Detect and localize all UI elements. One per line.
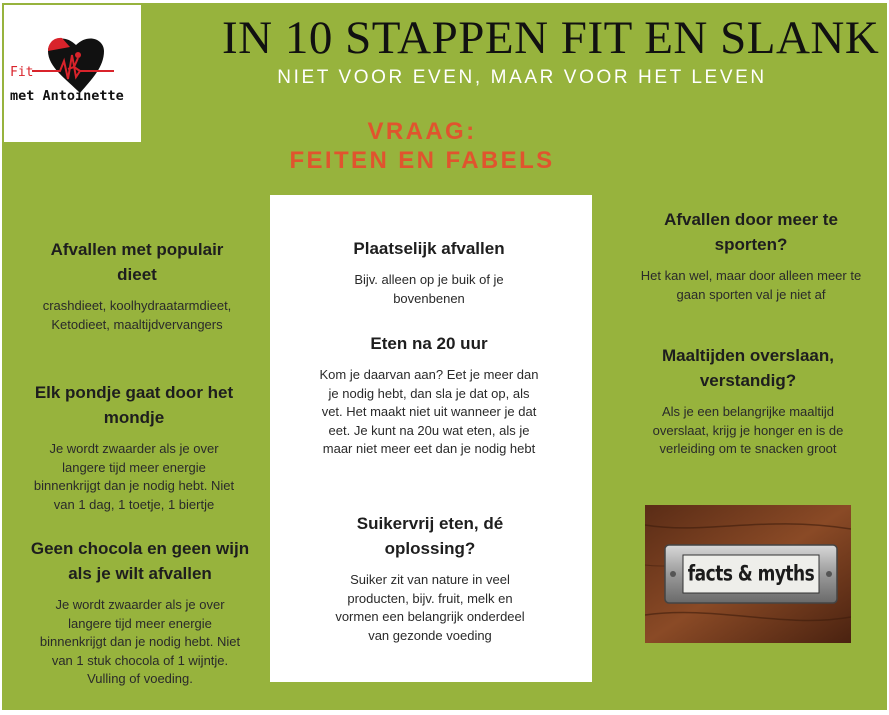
right-block-1-text: Het kan wel, maar door alleen meer te gaan sporten val je niet af (640, 268, 862, 302)
center-block-2-heading: Eten na 20 uur (370, 334, 488, 353)
right-block-1 (640, 207, 862, 304)
left-block-2-heading: Elk pondje gaat door het mondje (34, 383, 234, 427)
question-line-1: VRAAG: (367, 118, 477, 145)
left-block-2 (14, 380, 254, 514)
center-block-3 (332, 511, 528, 645)
left-block-1 (22, 237, 252, 334)
center-block-1-heading: Plaatselijk afvallen (353, 239, 505, 258)
center-block-3-text: Suiker zit van nature in veel producten, bijv. fruit, melk en vormen een belangrijk onderdeel van gezonde voeding (335, 572, 525, 643)
center-block-2 (318, 331, 540, 459)
logo-text-name: met Antoinette (10, 88, 124, 104)
question-heading (267, 117, 577, 175)
page-subtitle: NIET VOOR EVEN, MAAR VOOR HET LEVEN (277, 67, 767, 88)
infographic-page (2, 3, 887, 710)
left-block-3-text: Je wordt zwaarder als je over langere tijd meer energie binnenkrijgt dan je nodig hebt. Niet van 1 stuk chocola of 1 wijntje. Vulling of voeding. (39, 597, 241, 686)
question-line-2: FEITEN EN FABELS (289, 147, 555, 174)
right-block-2-heading: Maaltijden overslaan, verstandig? (662, 346, 834, 390)
right-block-2-text: Als je een belangrijke maaltijd overslaat, krijg je honger en is de verleiding om te snacken groot (652, 404, 844, 456)
center-block-1-text: Bijv. alleen op je buik of je bovenbenen (354, 272, 504, 306)
left-block-3-heading: Geen chocola en geen wijn als je wilt afvallen (30, 539, 250, 583)
center-block-1 (320, 236, 538, 308)
center-block-2-text: Kom je daarvan aan? Eet je meer dan je nodig hebt, dan sla je dat op, als vet. Het maakt niet uit wanneer je dat eet. Je kunt na 20u wat eten, als je maar niet meer eet dan je nodig hebt (319, 367, 539, 456)
logo-text-fit: Fit (10, 65, 34, 80)
left-block-3 (22, 536, 258, 689)
left-block-1-heading: Afvallen met populair dieet (50, 240, 224, 284)
image-label: facts & myths (687, 561, 815, 587)
left-block-2-text: Je wordt zwaarder als je over langere tijd meer energie binnenkrijgt dan je nodig hebt. Niet van 1 dag, 1 toetje, 1 biertje (33, 441, 235, 512)
left-block-1-text: crashdieet, koolhydraatarmdieet, Ketodieet, maaltijdvervangers (42, 298, 232, 332)
page-title: IN 10 STAPPEN FIT EN SLANK (222, 12, 880, 64)
right-block-2 (638, 343, 858, 459)
logo (4, 5, 141, 142)
center-block-3-heading: Suikervrij eten, dé oplossing? (356, 514, 504, 558)
facts-and-myths-image (645, 505, 851, 643)
right-block-1-heading: Afvallen door meer te sporten? (664, 210, 838, 254)
